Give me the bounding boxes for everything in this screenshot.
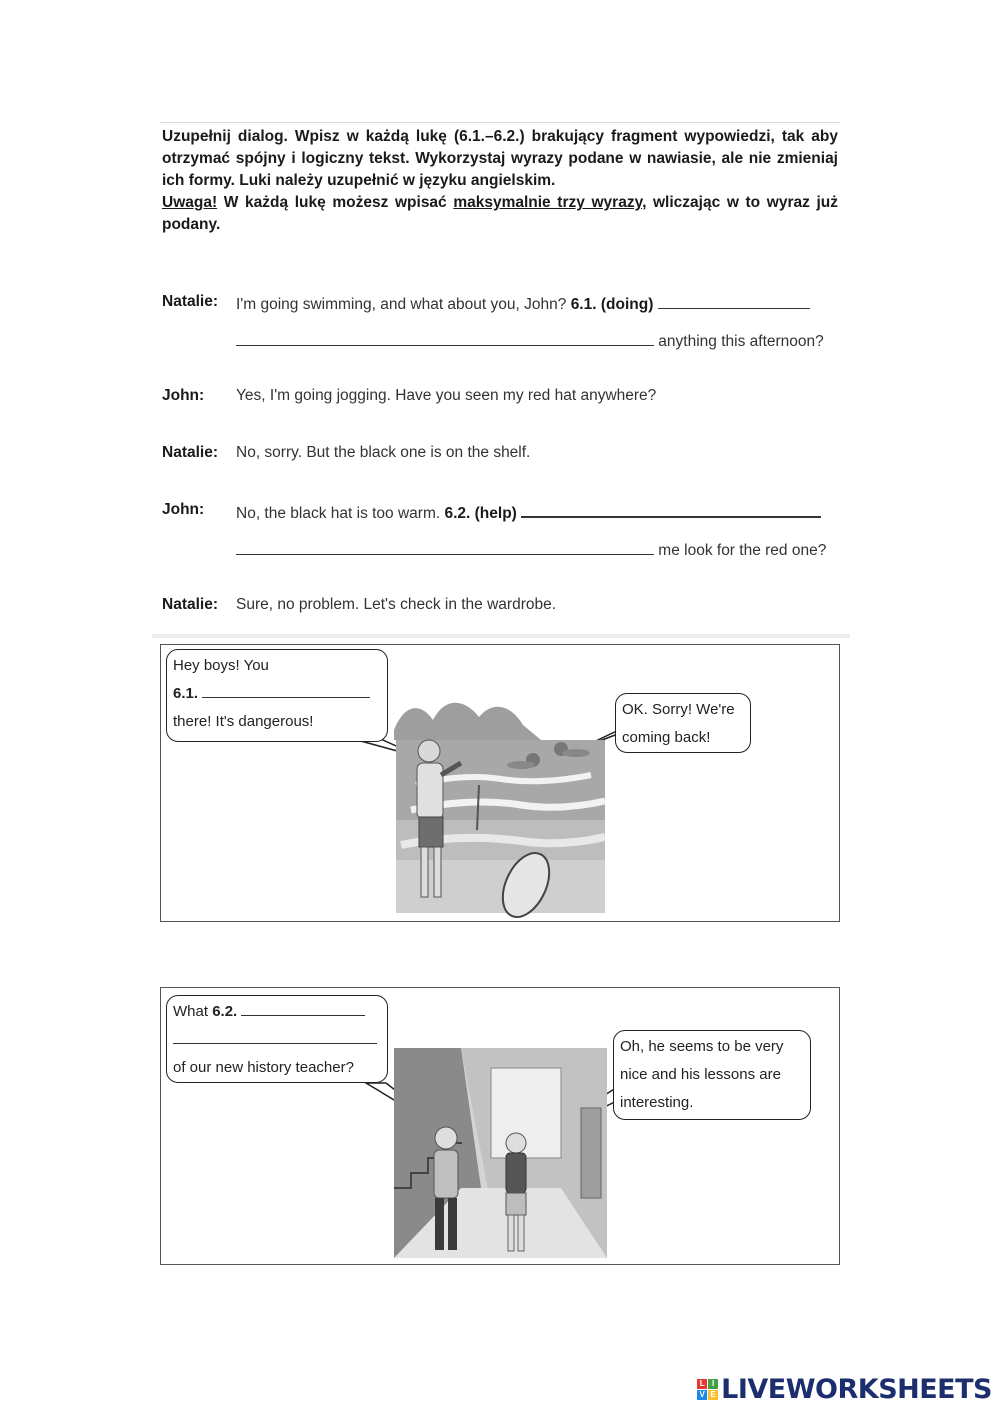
beach-bubble-line-3: there! It's dangerous! [173, 713, 314, 730]
gap-6-1-label: 6.1. (doing) [570, 296, 654, 313]
lifeguard-shorts [419, 817, 443, 847]
dialog-line-1-cont-text: anything this afternoon? [654, 333, 824, 350]
section-divider [152, 634, 850, 638]
top-rule [160, 122, 840, 123]
girl-leg-right [518, 1215, 524, 1251]
dialog-line-1-text: I'm going swimming, and what about you, John? [236, 296, 571, 313]
instructions [162, 126, 838, 236]
dialog-line-5: Sure, no problem. Let's check in the wardrobe. [236, 596, 557, 613]
school-bubble-what: What [173, 1003, 213, 1020]
gap-6-1-input[interactable] [236, 327, 654, 345]
beach-reply-line-2: coming back! [622, 729, 711, 746]
beach-reply-bubble [615, 693, 751, 753]
boy-leg-right [448, 1198, 457, 1250]
school-reply-bubble [613, 1030, 811, 1120]
speaker-john-1: John: [162, 387, 205, 404]
school-bubble-line-3: of our new history teacher? [173, 1059, 354, 1076]
beach-gap-label: 6.1. [173, 685, 199, 702]
note-text-b: , wliczając w to wyraz już podany. [162, 194, 839, 233]
boy-leg-left [435, 1198, 444, 1250]
swimmer-2-body [562, 749, 590, 757]
swimmer-1-body [507, 761, 535, 769]
beach-panel [160, 644, 840, 922]
school-gap-6-2-input-b[interactable] [171, 1029, 379, 1047]
lifeguard-head [418, 740, 440, 762]
girl-head [506, 1133, 526, 1153]
dialog-line-4 [236, 501, 821, 523]
gap-6-2-input[interactable] [236, 536, 654, 554]
school-reply-line-2: nice and his lessons are [620, 1066, 781, 1083]
logo-letter-l: L [697, 1379, 707, 1389]
note-text-a: W każdą lukę możesz wpisać [217, 194, 454, 211]
logo-letter-e: E [708, 1390, 718, 1400]
door [581, 1108, 601, 1198]
gap-6-2-label: 6.2. (help) [444, 505, 517, 522]
boy-shirt [434, 1150, 458, 1198]
instructions-text: Uzupełnij dialog. Wpisz w każdą lukę (6.1.–6.2.) brakujący fragment wypowiedzi, tak aby otrzymać spójny i logiczny tekst. Wykorzystaj wyrazy podane w nawiasie, ale nie zmieniaj ich formy. Luki należy uzupełnić w języku angielskim. [162, 128, 838, 189]
gap-6-1-line-a [658, 293, 810, 309]
school-reply-line-3: interesting. [620, 1094, 694, 1111]
school-gap-6-2-input-a[interactable] [247, 1001, 375, 1019]
liveworksheets-logo[interactable] [697, 1374, 992, 1405]
speaker-natalie-2: Natalie: [162, 444, 218, 461]
dialog-line-4-cont-text: me look for the red one? [654, 542, 827, 559]
boy-head [435, 1127, 457, 1149]
school-gap-label: 6.2. [212, 1003, 238, 1020]
girl-shorts [506, 1193, 526, 1215]
logo-mark [697, 1379, 718, 1400]
speaker-natalie-1: Natalie: [162, 293, 218, 310]
beach-gap-6-1-input[interactable] [205, 683, 373, 701]
dialog-line-4-text: No, the black hat is too warm. [236, 505, 445, 522]
dialog-line-3: No, sorry. But the black one is on the shelf. [236, 444, 531, 461]
speaker-john-2: John: [162, 501, 205, 518]
logo-letter-i: I [708, 1379, 718, 1389]
logo-text: LIVEWORKSHEETS [721, 1374, 992, 1405]
girl-leg-left [508, 1215, 514, 1251]
logo-letter-v: V [697, 1390, 707, 1400]
lifeguard-leg-right [434, 847, 441, 897]
girl-top [506, 1153, 526, 1193]
beach-bubble-line-1: Hey boys! You [173, 657, 269, 674]
school-panel [160, 987, 840, 1265]
school-reply-line-1: Oh, he seems to be very [620, 1038, 784, 1055]
beach-reply-line-1: OK. Sorry! We're [622, 701, 735, 718]
dialog-line-2: Yes, I'm going jogging. Have you seen my red hat anywhere? [236, 387, 657, 404]
note-label: Uwaga! [162, 194, 218, 211]
speaker-natalie-3: Natalie: [162, 596, 218, 613]
note-emphasis: maksymalnie trzy wyrazy [453, 194, 643, 211]
lifeguard-shirt [417, 763, 443, 819]
mountains [394, 703, 541, 740]
gap-6-2-line-a [521, 501, 821, 518]
lifeguard-leg-left [421, 847, 428, 897]
dialog-line-1 [236, 293, 810, 314]
